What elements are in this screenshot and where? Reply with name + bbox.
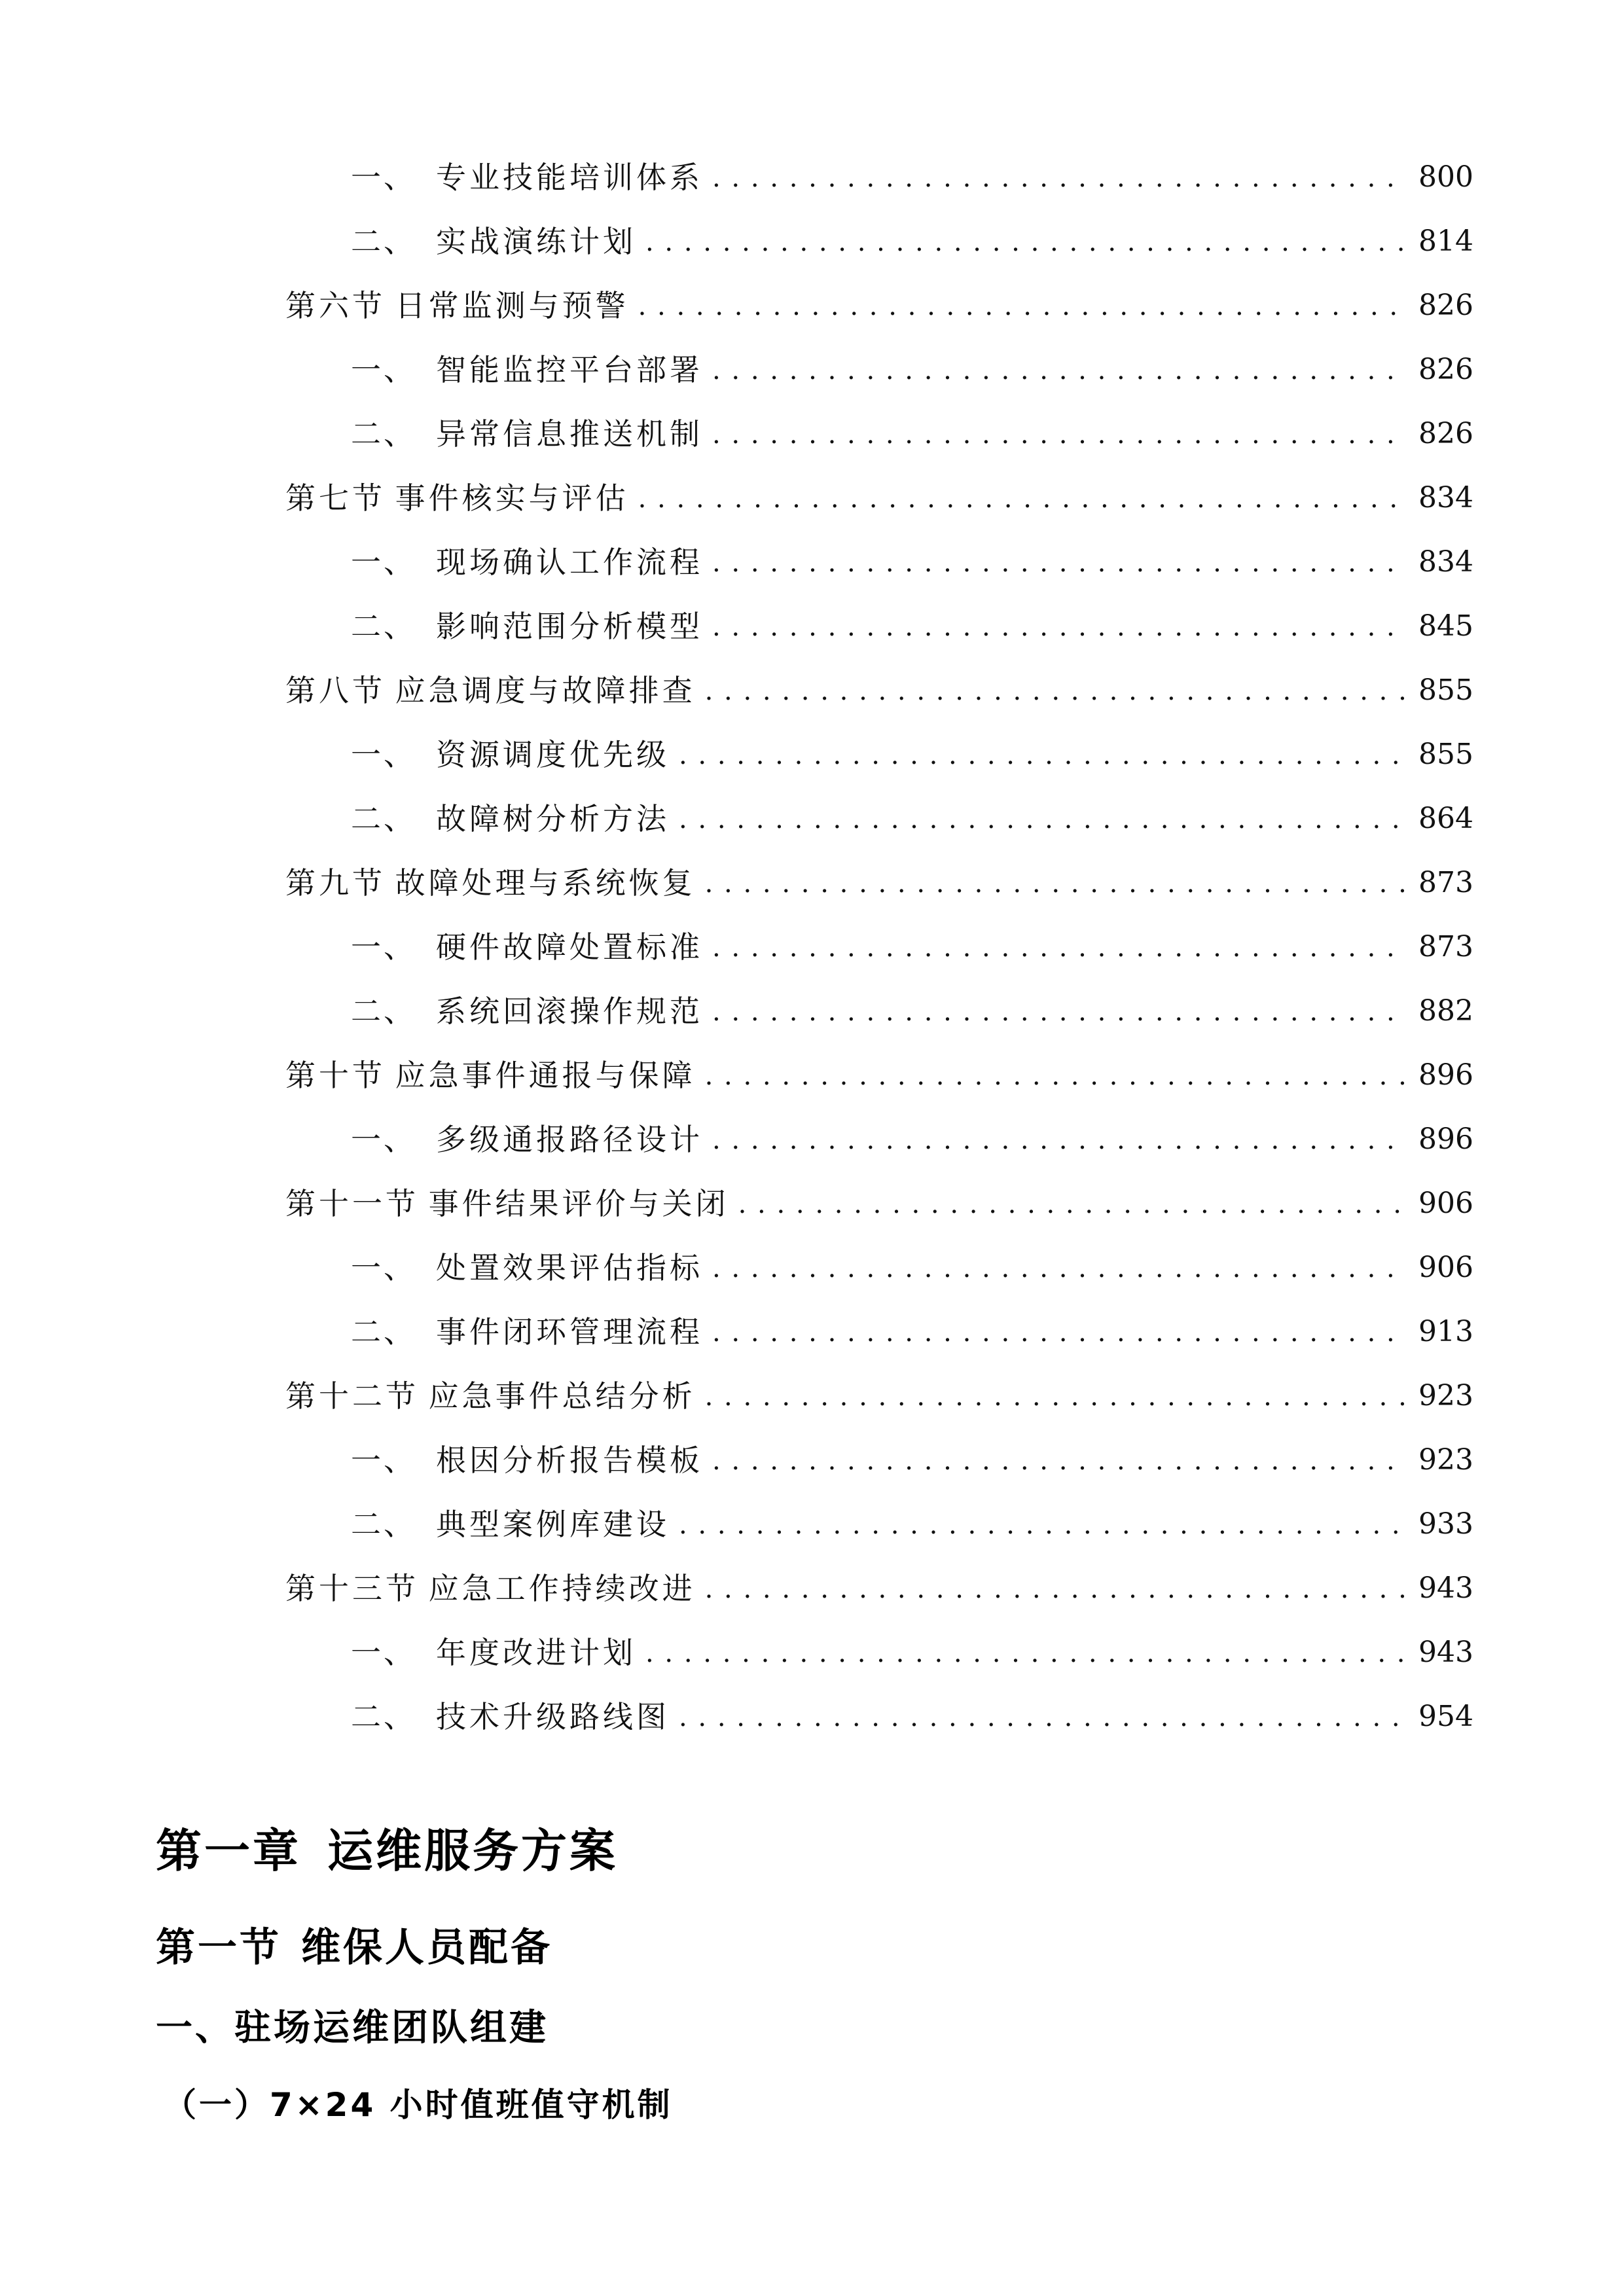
toc-entry-title: 多级通报路径设计 xyxy=(436,1122,703,1157)
toc-leader-dots xyxy=(712,1253,1405,1283)
toc-entry-page: 826 xyxy=(1418,417,1473,450)
toc-entry-number: 第十节 xyxy=(285,1058,386,1093)
toc-leader-dots xyxy=(712,996,1405,1026)
toc-entry-title: 事件结果评价与关闭 xyxy=(428,1186,729,1221)
toc-entry[interactable] xyxy=(351,915,1473,979)
toc-entry-title: 专业技能培训体系 xyxy=(436,160,703,195)
toc-leader-dots xyxy=(705,1381,1405,1411)
toc-leader-dots xyxy=(712,932,1405,962)
toc-entry-title: 事件闭环管理流程 xyxy=(436,1314,703,1350)
toc-entry[interactable] xyxy=(351,1428,1473,1492)
toc-section-entry[interactable] xyxy=(285,1172,1473,1236)
toc-entry[interactable] xyxy=(351,1300,1473,1364)
toc-entry-title: 应急调度与故障排查 xyxy=(395,673,696,708)
toc-leader-dots xyxy=(705,675,1405,706)
toc-entry-title: 典型案例库建设 xyxy=(436,1507,670,1542)
chapter-number: 第一章 xyxy=(156,1824,301,1878)
toc-leader-dots xyxy=(712,611,1405,641)
toc-entry-number: 二、 xyxy=(351,416,416,452)
toc-entry-page: 954 xyxy=(1418,1700,1473,1733)
toc-entry[interactable] xyxy=(351,145,1473,209)
toc-entry-page: 923 xyxy=(1418,1443,1473,1477)
toc-entry-number: 第十一节 xyxy=(285,1186,419,1221)
toc-entry-page: 896 xyxy=(1418,1058,1473,1092)
toc-entry[interactable] xyxy=(351,209,1473,274)
toc-entry-title: 影响范围分析模型 xyxy=(436,609,703,644)
toc-entry[interactable] xyxy=(351,1236,1473,1300)
toc-entry-title: 应急工作持续改进 xyxy=(428,1571,696,1606)
toc-entry-page: 800 xyxy=(1418,160,1473,194)
toc-entry-page: 826 xyxy=(1418,289,1473,322)
toc-entry-number: 第十二节 xyxy=(285,1378,419,1414)
toc-entry-number: 二、 xyxy=(351,1699,416,1734)
toc-entry[interactable] xyxy=(351,787,1473,851)
toc-section-entry[interactable] xyxy=(285,1364,1473,1428)
toc-entry-title: 处置效果评估指标 xyxy=(436,1250,703,1285)
toc-entry-page: 873 xyxy=(1418,866,1473,899)
toc-entry-page: 834 xyxy=(1418,481,1473,514)
toc-entry-title: 技术升级路线图 xyxy=(436,1699,670,1734)
toc-entry[interactable] xyxy=(351,1621,1473,1685)
toc-entry-number: 二、 xyxy=(351,609,416,644)
toc-entry-title: 应急事件总结分析 xyxy=(428,1378,696,1414)
toc-leader-dots xyxy=(679,1509,1405,1539)
toc-entry-title: 应急事件通报与保障 xyxy=(395,1058,696,1093)
chapter-heading xyxy=(156,1814,618,1880)
toc-entry-page: 906 xyxy=(1418,1187,1473,1220)
toc-entry-title: 实战演练计划 xyxy=(436,224,636,259)
toc-entry-number: 一、 xyxy=(351,737,416,772)
toc-entry-number: 第十三节 xyxy=(285,1571,419,1606)
toc-leader-dots xyxy=(712,1317,1405,1347)
toc-leader-dots xyxy=(712,1445,1405,1475)
toc-section-entry[interactable] xyxy=(285,466,1473,530)
toc-entry-page: 906 xyxy=(1418,1251,1473,1284)
toc-entry-page: 943 xyxy=(1418,1571,1473,1605)
toc-entry-number: 一、 xyxy=(351,1122,416,1157)
toc-leader-dots xyxy=(638,291,1405,321)
toc-leader-dots xyxy=(679,1702,1405,1732)
toc-leader-dots xyxy=(712,547,1405,577)
chapter-title: 运维服务方案 xyxy=(327,1824,618,1878)
toc-entry-number: 一、 xyxy=(351,160,416,195)
toc-leader-dots xyxy=(712,419,1405,449)
toc-entry[interactable] xyxy=(351,979,1473,1043)
toc-entry-title: 异常信息推送机制 xyxy=(436,416,703,452)
toc-entry-number: 一、 xyxy=(351,545,416,580)
toc-entry-number: 一、 xyxy=(351,1250,416,1285)
toc-entry[interactable] xyxy=(351,402,1473,466)
toc-leader-dots xyxy=(638,483,1405,513)
toc-section-entry[interactable] xyxy=(285,658,1473,723)
toc-entry-page: 864 xyxy=(1418,802,1473,835)
toc-section-entry[interactable] xyxy=(285,1556,1473,1621)
toc-entry-page: 855 xyxy=(1418,673,1473,707)
toc-leader-dots xyxy=(705,1573,1405,1604)
toc-entry-page: 913 xyxy=(1418,1315,1473,1348)
toc-entry-number: 第六节 xyxy=(285,288,386,323)
toc-entry-title: 硬件故障处置标准 xyxy=(436,929,703,965)
toc-leader-dots xyxy=(645,1638,1405,1668)
toc-entry-title: 故障处理与系统恢复 xyxy=(395,865,696,901)
toc-leader-dots xyxy=(738,1189,1405,1219)
toc-entry-page: 826 xyxy=(1418,353,1473,386)
toc-entry-number: 二、 xyxy=(351,224,416,259)
toc-entry-title: 故障树分析方法 xyxy=(436,801,670,836)
toc-entry-number: 二、 xyxy=(351,801,416,836)
toc-leader-dots xyxy=(679,740,1405,770)
toc-entry-page: 933 xyxy=(1418,1507,1473,1541)
toc-entry[interactable] xyxy=(351,1492,1473,1556)
toc-entry-page: 873 xyxy=(1418,930,1473,963)
toc-entry-number: 一、 xyxy=(351,929,416,965)
subsubsection-heading: （一）7×24 小时值班值守机制 xyxy=(164,2086,673,2124)
toc-entry-title: 智能监控平台部署 xyxy=(436,352,703,387)
toc-entry-page: 923 xyxy=(1418,1379,1473,1412)
toc-entry-number: 第七节 xyxy=(285,480,386,516)
toc-entry[interactable] xyxy=(351,530,1473,594)
section-number: 第一节 xyxy=(156,1925,281,1971)
toc-entry-number: 二、 xyxy=(351,994,416,1029)
toc-entry-page: 814 xyxy=(1418,224,1473,258)
toc-section-entry[interactable] xyxy=(285,851,1473,915)
toc-entry-number: 二、 xyxy=(351,1314,416,1350)
subsection-heading: 一、驻场运维团队组建 xyxy=(156,2007,549,2049)
toc-entry[interactable] xyxy=(351,338,1473,402)
toc-entry-page: 882 xyxy=(1418,994,1473,1028)
toc-section-entry[interactable] xyxy=(285,1043,1473,1107)
toc-entry-number: 二、 xyxy=(351,1507,416,1542)
toc-entry-page: 943 xyxy=(1418,1636,1473,1669)
section-heading xyxy=(156,1916,552,1973)
toc-entry[interactable] xyxy=(351,723,1473,787)
toc-entry[interactable] xyxy=(351,594,1473,658)
toc-leader-dots xyxy=(712,162,1405,192)
toc-entry-page: 845 xyxy=(1418,609,1473,643)
toc-leader-dots xyxy=(705,868,1405,898)
toc-entry-number: 一、 xyxy=(351,1635,416,1670)
toc-entry-title: 现场确认工作流程 xyxy=(436,545,703,580)
toc-leader-dots xyxy=(712,1124,1405,1155)
toc-leader-dots xyxy=(705,1060,1405,1090)
toc-entry-number: 第八节 xyxy=(285,673,386,708)
toc-entry-title: 系统回滚操作规范 xyxy=(436,994,703,1029)
toc-entry-page: 896 xyxy=(1418,1122,1473,1156)
toc-entry-page: 834 xyxy=(1418,545,1473,579)
toc-entry-page: 855 xyxy=(1418,738,1473,771)
toc-entry-title: 事件核实与评估 xyxy=(395,480,629,516)
toc-section-entry[interactable] xyxy=(285,274,1473,338)
toc-entry-title: 根因分析报告模板 xyxy=(436,1443,703,1478)
toc-entry-title: 日常监测与预警 xyxy=(395,288,629,323)
toc-entry-title: 资源调度优先级 xyxy=(436,737,670,772)
toc-entry-number: 第九节 xyxy=(285,865,386,901)
toc-leader-dots xyxy=(645,226,1405,257)
toc-entry-number: 一、 xyxy=(351,1443,416,1478)
section-title: 维保人员配备 xyxy=(301,1925,552,1971)
toc-leader-dots xyxy=(679,804,1405,834)
toc-entry-number: 一、 xyxy=(351,352,416,387)
toc-entry[interactable] xyxy=(351,1107,1473,1172)
toc-leader-dots xyxy=(712,355,1405,385)
toc-entry-title: 年度改进计划 xyxy=(436,1635,636,1670)
toc-entry[interactable] xyxy=(351,1685,1473,1749)
